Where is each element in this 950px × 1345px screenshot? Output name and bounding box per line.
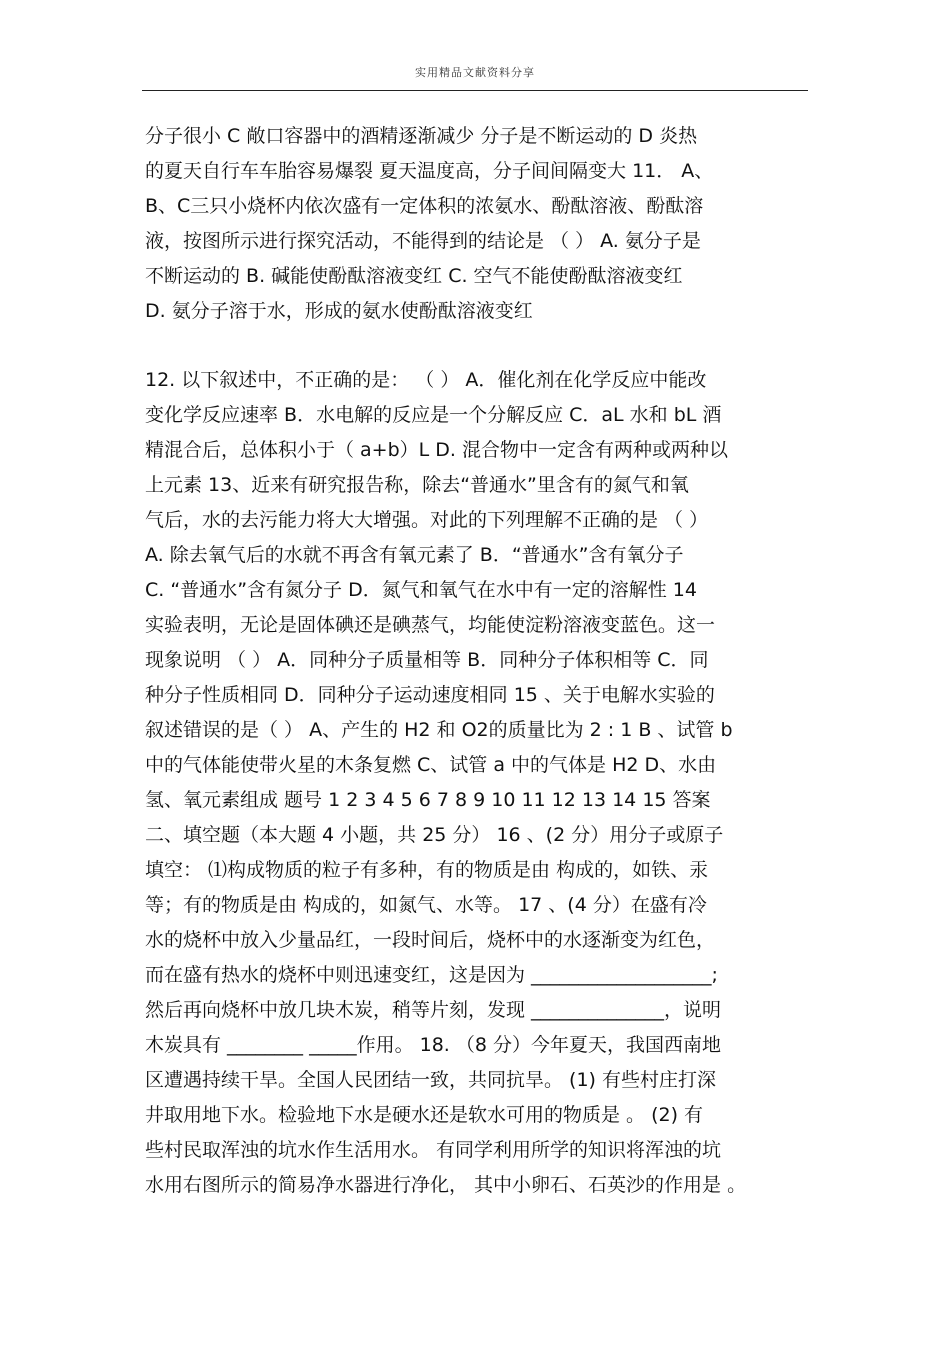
text-line: 等；有的物质是由 构成的，如氮气、水等。 17 、(4 分）在盛有冷 [145,894,707,916]
text-line: 的夏天自行车车胎容易爆裂 夏天温度高，分子间间隔变大 11． A、 [145,160,714,182]
page-header: 实用精品文献资料分享 [415,66,535,79]
text-line: A. 除去氧气后的水就不再含有氧元素了 B．“普通水”含有氧分子 [145,544,684,566]
text-line: 种分子性质相同 D．同种分子运动速度相同 15 、关于电解水实验的 [145,684,715,706]
text-line: 叙述错误的是（ ） A、产生的 H2 和 O2的质量比为 2 : 1 B 、试管 b [145,719,733,741]
text-line: 中的气体能使带火星的木条复燃 C、试管 a 中的气体是 H2 D、水由 [145,754,717,776]
text-line: 区遭遇持续干旱。全国人民团结一致，共同抗旱。 (1) 有些村庄打深 [145,1069,716,1091]
text-line: 水的烧杯中放入少量品红，一段时间后，烧杯中的水逐渐变为红色， [145,929,716,951]
text-line: 井取用地下水。检验地下水是硬水还是软水可用的物质是 。 (2) 有 [145,1104,704,1126]
text-line: 现象说明 （ ） A．同种分子质量相等 B．同种分子体积相等 C．同 [145,649,709,671]
text-line: B、C三只小烧杯内依次盛有一定体积的浓氨水、酚酞溶液、酚酞溶 [145,195,704,217]
text-line: 12. 以下叙述中，不正确的是： （ ） A．催化剂在化学反应中能改 [145,369,707,391]
text-line: 精混合后，总体积小于（ a+b）L D. 混合物中一定含有两种或两种以 [145,439,728,461]
text-line: 然后再向烧杯中放几块木炭，稍等片刻，发现 ______________，说明 [145,999,722,1021]
text-line: 气后，水的去污能力将大大增强。对此的下列理解不正确的是 （ ） [145,509,709,531]
paragraph-2 [145,363,815,1203]
text-line: 木炭具有 ________ _____作用。 18. （8 分）今年夏天，我国西南地 [145,1034,722,1056]
text-line: 实验表明，无论是固体碘还是碘蒸气，均能使淀粉溶液变蓝色。这一 [145,614,716,636]
text-line: C. “普通水”含有氮分子 D．氮气和氧气在水中有一定的溶解性 14 [145,579,697,601]
text-line: 分子很小 C 敞口容器中的酒精逐渐减少 分子是不断运动的 D 炎热 [145,125,698,147]
text-line: 氢、氧元素组成 题号 1 2 3 4 5 6 7 8 9 10 11 12 13 14 15 答案 [145,789,711,811]
text-line: 水用右图所示的简易净水器进行净化， 其中小卵石、石英沙的作用是 。 [145,1174,747,1196]
document-body [145,119,815,1203]
paragraph-gap [145,329,815,363]
text-line: 液，按图所示进行探究活动，不能得到的结论是 （ ） A. 氨分子是 [145,230,701,252]
text-line: 变化学反应速率 B．水电解的反应是一个分解反应 C．aL 水和 bL 酒 [145,404,722,426]
text-line: 不断运动的 B. 碱能使酚酞溶液变红 C. 空气不能使酚酞溶液变红 [145,265,683,287]
text-line: D. 氨分子溶于水，形成的氨水使酚酞溶液变红 [145,300,533,322]
header-divider [142,90,808,91]
text-line: 上元素 13、近来有研究报告称，除去“普通水”里含有的氮气和氧 [145,474,689,496]
text-line: 填空： ⑴构成物质的粒子有多种，有的物质是由 构成的，如铁、汞 [145,859,709,881]
text-line: 些村民取浑浊的坑水作生活用水。 有同学利用所学的知识将浑浊的坑 [145,1139,722,1161]
text-line: 二、填空题（本大题 4 小题，共 25 分） 16 、(2 分）用分子或原子 [145,824,724,846]
paragraph-1 [145,119,815,329]
text-line: 而在盛有热水的烧杯中则迅速变红，这是因为 ___________________; [145,964,718,986]
